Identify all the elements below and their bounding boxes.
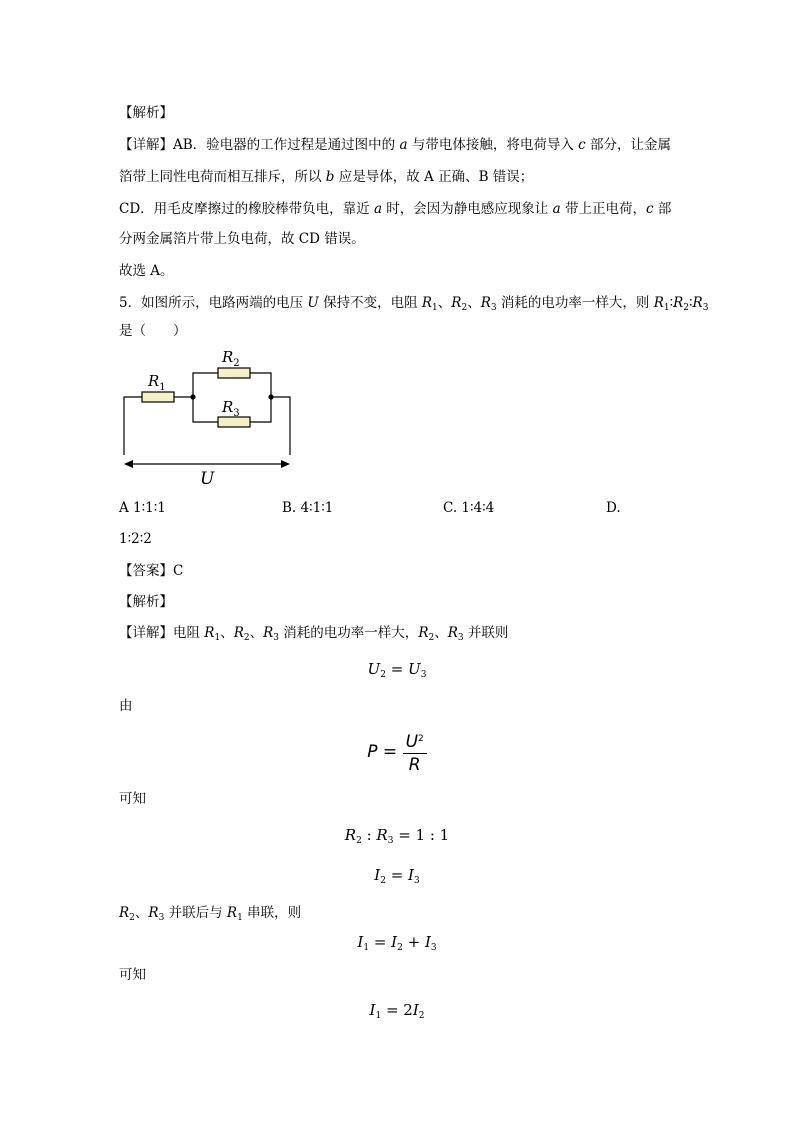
kezhi-label-2: 可知 [119, 967, 146, 983]
var-a: a [399, 137, 408, 153]
sub: 2 [129, 913, 135, 923]
sub: 3 [457, 633, 464, 643]
eq-term: I [374, 866, 381, 884]
eq-term: U [367, 660, 381, 678]
series-line [119, 904, 301, 927]
eq-term: I [369, 1001, 376, 1019]
sub: 3 [413, 876, 420, 886]
sub: 3 [420, 670, 427, 680]
answer-line: 【答案】C [119, 563, 184, 579]
var-c: c [645, 201, 654, 217]
wire-bottom-branch [193, 397, 218, 422]
equation-power [0, 728, 794, 776]
eq-term: I [391, 933, 398, 951]
eq-sign: = [385, 866, 409, 884]
junction-left [190, 394, 195, 399]
eq-term: I [408, 866, 414, 884]
eq-sign: = 2 [381, 1001, 413, 1019]
var-r: R [226, 905, 238, 921]
denominator: R [408, 755, 421, 775]
analysis-heading: 【解析】 [119, 105, 173, 121]
option-a: A 1∶1∶1 [119, 500, 166, 516]
text-seg: 串联，则 [242, 905, 302, 921]
equation-i1-2i2 [0, 1001, 794, 1021]
question-stem-end: 是（ ） [119, 323, 187, 339]
sub: 2 [380, 876, 386, 886]
label-u: U [200, 469, 215, 489]
sub: 3 [430, 943, 437, 953]
resistor-r1 [142, 392, 174, 402]
sep: 、 [437, 295, 452, 311]
equation-u2-u3 [0, 660, 794, 680]
text-seg: 部分，让金属 [585, 137, 671, 153]
wire-right [271, 397, 290, 455]
var-r: R [480, 295, 491, 311]
sub: 1 [214, 633, 221, 643]
kezhi-label-1: 可知 [119, 791, 146, 807]
text-seg: 并联则 [463, 625, 509, 641]
sub: 2 [243, 633, 250, 643]
option-d-cont: 1∶2∶2 [119, 531, 152, 547]
wire-top-branch-right [250, 373, 271, 397]
analysis-heading-2: 【解析】 [119, 594, 173, 610]
junction-right [268, 394, 273, 399]
arrowhead-right [281, 460, 290, 468]
text-seg: 5．如图所示，电路两端的电压 [119, 295, 308, 311]
option-b: B. 4∶1∶1 [282, 500, 334, 516]
var-r: R [204, 625, 215, 641]
var-r: R [447, 625, 458, 641]
you-label: 由 [119, 698, 133, 714]
sub: 1 [375, 1011, 382, 1021]
eq-term: U [408, 660, 421, 678]
eq-sign: + [402, 933, 425, 951]
eq-sign: = [369, 933, 392, 951]
eq-sign: : [361, 826, 377, 844]
detail-tag: 【详解】 [119, 625, 173, 641]
eq-rhs: = 1 : 1 [393, 826, 450, 844]
option-c: C. 1∶4∶4 [443, 500, 495, 516]
detail-tag: 【详解】 [119, 137, 173, 153]
label-r1: $R_1$ [148, 372, 166, 393]
sub: 2 [356, 836, 362, 846]
eq-term: P [367, 742, 378, 762]
fraction [403, 728, 427, 776]
text-seg: AB．验电器的工作过程是通过图中的 [173, 137, 400, 153]
var-r: R [418, 625, 429, 641]
sub: 3 [702, 303, 709, 313]
circuit-diagram [118, 345, 298, 490]
text-seg: 带上正电荷， [560, 201, 646, 217]
detail-line-1 [119, 136, 671, 154]
detail-line-4: 分两金属箔片带上负电荷，故 CD 错误。 [119, 231, 365, 247]
equation-i1-sum [0, 933, 794, 953]
arrowhead-left [124, 460, 133, 468]
var-r: R [673, 295, 684, 311]
var-r: R [119, 905, 130, 921]
detail2-line-1 [119, 624, 508, 647]
sub: 2 [380, 670, 386, 680]
sub: 2 [683, 303, 690, 313]
sep: 、 [249, 625, 264, 641]
detail-line-3 [119, 200, 671, 218]
text-seg: 消耗的电功率一样大，则 [496, 295, 654, 311]
sub: 1 [663, 303, 670, 313]
var-a: a [373, 201, 383, 217]
var-a: a [552, 201, 561, 217]
text-seg: 保持不变，电阻 [318, 295, 422, 311]
var-r: R [692, 295, 703, 311]
text-seg: 与带电体接触，将电荷导入 [407, 137, 579, 153]
wire-left [124, 397, 142, 455]
sep: 、 [434, 625, 448, 641]
var-r: R [233, 625, 244, 641]
eq-term: R [376, 826, 388, 844]
text-seg: 并联后与 [164, 905, 227, 921]
sub: 1 [363, 943, 370, 953]
eq-sign: = [377, 742, 403, 762]
sub: 3 [387, 836, 394, 846]
sub: 3 [490, 303, 497, 313]
question-stem [119, 294, 708, 317]
option-d: D. [606, 500, 621, 516]
eq-term: I [424, 933, 431, 951]
wire-top-branch [193, 373, 218, 397]
var-r: R [263, 625, 274, 641]
detail-line-2 [119, 168, 533, 186]
sep: ∶ [669, 295, 674, 311]
var-b: b [325, 169, 335, 185]
sub: 3 [158, 913, 165, 923]
sub: 2 [397, 943, 403, 953]
var-r: R [451, 295, 462, 311]
text-seg: 时，会因为静电感应现象让 [382, 201, 553, 217]
label-r3: $R_3$ [222, 398, 240, 419]
text-seg: CD．用毛皮摩擦过的橡胶棒带负电，靠近 [119, 201, 374, 217]
text-seg: 应是导体，故 A 正确、B 错误； [334, 169, 534, 185]
var-r: R [148, 905, 159, 921]
var-r: R [421, 295, 433, 311]
sep: 、 [220, 625, 234, 641]
resistor-r2 [218, 368, 250, 378]
eq-term: R [344, 826, 357, 844]
sub: 3 [273, 633, 280, 643]
var-r: R [653, 295, 664, 311]
text-seg: 电阻 [173, 625, 205, 641]
conclusion-line: 故选 A。 [119, 263, 174, 279]
sep: ∶ [689, 295, 693, 311]
wire-bottom-branch-right [250, 397, 271, 422]
sub: 2 [418, 1011, 425, 1021]
text-seg: 部 [653, 201, 672, 217]
sub: 2 [461, 303, 468, 313]
numerator: $U^2$ [403, 728, 427, 754]
sep: 、 [134, 905, 149, 921]
var-u: U [307, 295, 319, 311]
sep: 、 [467, 295, 481, 311]
eq-term: I [412, 1001, 419, 1019]
label-r2: $R_2$ [222, 348, 240, 369]
sub: 1 [432, 303, 438, 313]
eq-sign: = [385, 660, 409, 678]
eq-term: I [357, 933, 364, 951]
text-seg: 箔带上同性电荷而相互排斥，所以 [119, 169, 326, 185]
sub: 1 [237, 913, 243, 923]
text-seg: 消耗的电功率一样大， [279, 625, 419, 641]
var-c: c [578, 137, 586, 153]
equation-r-ratio [0, 826, 794, 846]
sub: 2 [428, 633, 435, 643]
equation-i2-i3 [0, 866, 794, 886]
